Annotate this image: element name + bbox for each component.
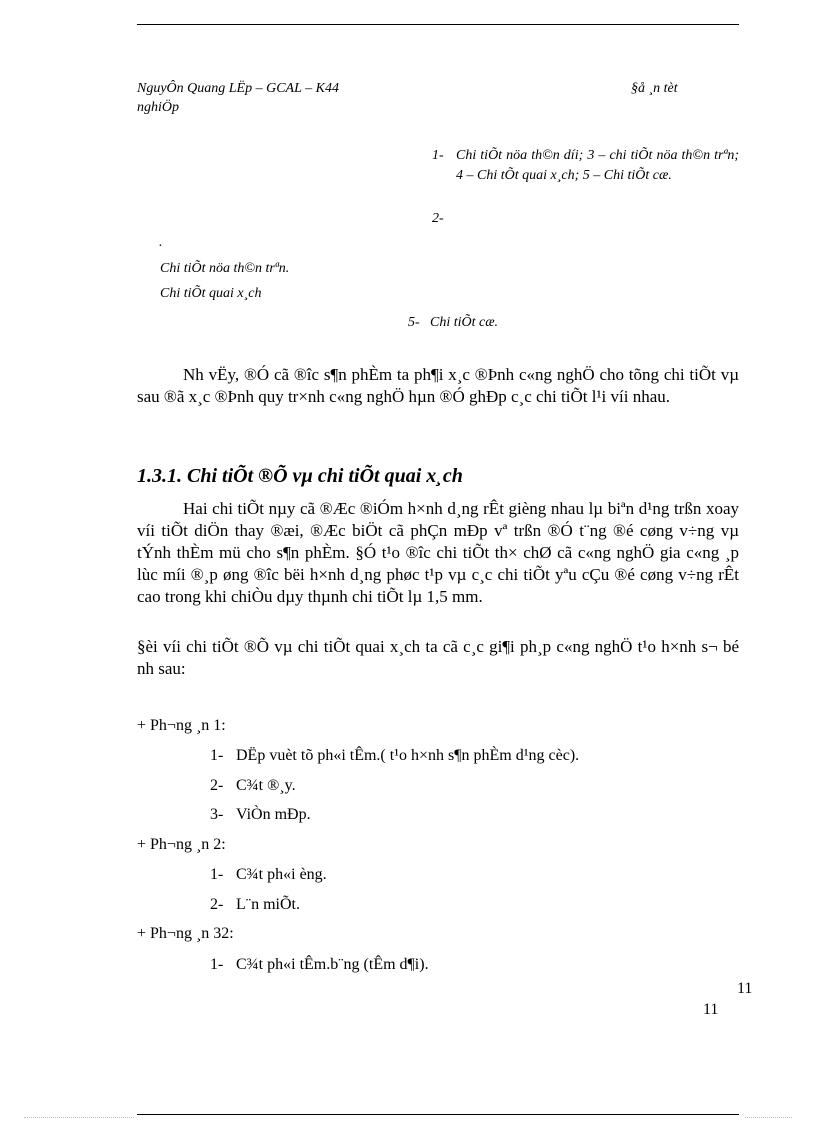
- paragraph-2: Hai chi tiÕt nµy cã ®Æc ®iÓm h×nh d¸ng rÊt gièng nhau lµ biªn d¹ng trßn xoay víi tiÕt diÖn thay ®æi, ®Æc biÖt cã phÇn mÐp vª trßn ®Ó t¨ng ®é cøng v÷ng vµ tÝnh thÈm mü cho s¶n phÈm. §Ó t¹o ®îc chi tiÕt th× chØ cã c«ng nghÖ gia c«ng ¸p lùc míi ®¸p øng ®îc bëi h×nh d¸ng phøc t¹p vµ c¸c chi tiÕt yªu cÇu ®é cøng v÷ng rÊt cao trong khi chiÒu dµy thµnh chi tiÕt lµ 1,5 mm.: [137, 499, 739, 606]
- page-number-upper: 11: [737, 980, 753, 997]
- caption-item-5-number: 5-: [408, 315, 420, 330]
- option-2-step-2-number: 2-: [210, 896, 224, 913]
- page-number-lower: 11: [703, 1001, 719, 1018]
- option-3-step-1-text: C¾t ph«i tÊm.b¨ng (tÊm d¶i).: [236, 956, 429, 973]
- header-author: NguyÔn Quang LËp – GCAL – K44: [137, 81, 339, 96]
- footer-dotted-left: [24, 1117, 134, 1119]
- option-2-step-1-number: 1-: [210, 866, 224, 883]
- header-title-continued: nghiÖp: [137, 100, 179, 115]
- option-1-step-1-text: DËp vuèt tõ ph«i tÊm.( t¹o h×nh s¶n phÈm d¹ng cèc).: [236, 747, 580, 764]
- bottom-rule: [137, 1114, 739, 1115]
- caption-item-1-number: 1-: [432, 148, 444, 163]
- paragraph-3: §èi víi chi tiÕt ®Õ vµ chi tiÕt quai x¸ch ta cã c¸c gi¶i ph¸p c«ng nghÖ t¹o h×nh s¬ bé nh sau:: [137, 637, 739, 678]
- option-1-step-2-number: 2-: [210, 777, 224, 794]
- option-1-step-2-text: C¾t ®¸y.: [236, 777, 296, 794]
- caption-item-2-number: 2-: [432, 211, 444, 226]
- option-2-label: + Ph¬ng ¸n 2:: [137, 836, 226, 853]
- option-1-step-1-number: 1-: [210, 747, 224, 764]
- option-1-step-3-text: ViÒn mÐp.: [236, 806, 311, 823]
- footer-dotted-right: [745, 1117, 792, 1119]
- option-2-step-2-text: L¨n miÕt.: [236, 896, 300, 913]
- caption-line-handle: Chi tiÕt quai x¸ch: [160, 286, 262, 301]
- caption-dot: .: [159, 235, 163, 250]
- caption-line-upper-body: Chi tiÕt nöa th©n trªn.: [160, 261, 290, 276]
- option-1-label: + Ph¬ng ¸n 1:: [137, 717, 226, 734]
- caption-item-1-text: Chi tiÕt nöa th©n díi; 3 – chi tiÕt nöa th©n trªn; 4 – Chi tÕt quai x¸ch; 5 – Chi tiÕt cæ.: [456, 148, 739, 183]
- option-3-label: + Ph¬ng ¸n 32:: [137, 925, 234, 942]
- option-2-step-1-text: C¾t ph«i èng.: [236, 866, 327, 883]
- section-heading: 1.3.1. Chi tiÕt ®Õ vµ chi tiÕt quai x¸ch: [137, 465, 463, 487]
- option-3-step-1-number: 1-: [210, 956, 224, 973]
- paragraph-1: Nh vËy, ®Ó cã ®îc s¶n phÈm ta ph¶i x¸c ®Þnh c«ng nghÖ cho tõng chi tiÕt vµ sau ®ã x¸c ®Þnh quy tr×nh c«ng nghÖ hµn ®Ó ghÐp c¸c chi tiÕt l¹i víi nhau.: [137, 365, 739, 406]
- header-title: §å ¸n tèt: [631, 81, 678, 96]
- top-rule: [137, 24, 739, 25]
- option-1-step-3-number: 3-: [210, 806, 224, 823]
- caption-item-5-text: Chi tiÕt cæ.: [430, 315, 499, 330]
